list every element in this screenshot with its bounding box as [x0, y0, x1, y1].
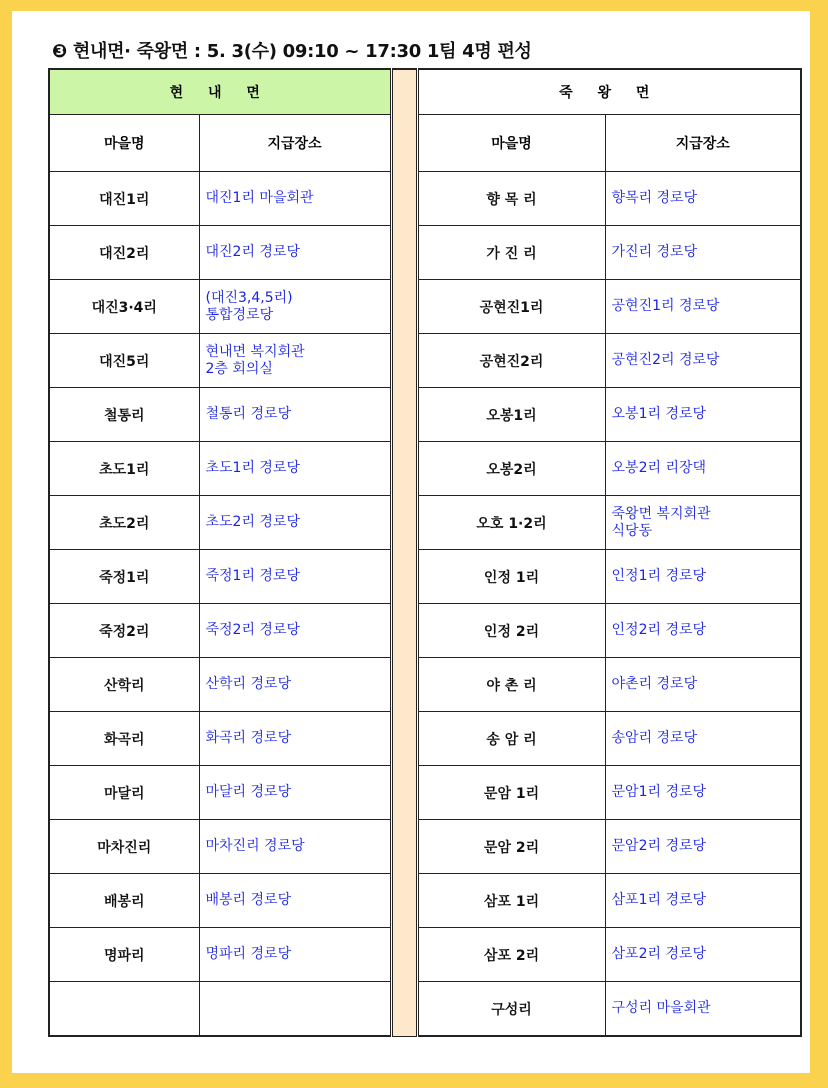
right-village-cell: 삼포 1리 — [417, 874, 605, 928]
left-village-cell: 초도1리 — [49, 442, 199, 496]
right-village-cell: 가 진 리 — [417, 226, 605, 280]
table-header-row — [49, 69, 801, 115]
right-village-cell: 공현진2리 — [417, 334, 605, 388]
left-village-cell: 대진2리 — [49, 226, 199, 280]
table-row — [49, 766, 801, 820]
left-place-cell: 초도1리 경로당 — [199, 442, 391, 496]
left-place-cell: 화곡리 경로당 — [199, 712, 391, 766]
left-col-place-header: 지급장소 — [199, 115, 391, 172]
left-place-cell: 초도2리 경로당 — [199, 496, 391, 550]
distribution-table — [48, 68, 802, 1037]
right-village-cell: 삼포 2리 — [417, 928, 605, 982]
left-place-cell: 배봉리 경로당 — [199, 874, 391, 928]
left-district-header: 현 내 면 — [49, 69, 391, 115]
right-place-cell: 삼포2리 경로당 — [605, 928, 801, 982]
right-place-cell: 문암1리 경로당 — [605, 766, 801, 820]
table-row — [49, 874, 801, 928]
left-village-cell: 초도2리 — [49, 496, 199, 550]
table-row — [49, 496, 801, 550]
right-place-cell: 문암2리 경로당 — [605, 820, 801, 874]
page-title: ❸ 현내면· 죽왕면 : 5. 3(수) 09:10 ~ 17:30 1팀 4명 편성 — [52, 41, 532, 62]
left-place-cell — [199, 982, 391, 1037]
left-village-cell: 배봉리 — [49, 874, 199, 928]
right-village-cell: 향 목 리 — [417, 172, 605, 226]
left-place-cell: 철통리 경로당 — [199, 388, 391, 442]
left-village-cell: 죽정2리 — [49, 604, 199, 658]
table-row — [49, 982, 801, 1037]
left-village-cell: 산학리 — [49, 658, 199, 712]
right-village-cell: 문암 2리 — [417, 820, 605, 874]
table-row — [49, 172, 801, 226]
left-place-cell: 죽정2리 경로당 — [199, 604, 391, 658]
table-row — [49, 388, 801, 442]
table-row — [49, 334, 801, 388]
right-village-cell: 오봉2리 — [417, 442, 605, 496]
column-header-row — [49, 115, 801, 172]
table-row — [49, 820, 801, 874]
table-row — [49, 226, 801, 280]
table-row — [49, 442, 801, 496]
right-village-cell: 문암 1리 — [417, 766, 605, 820]
left-village-cell: 명파리 — [49, 928, 199, 982]
table-row — [49, 712, 801, 766]
right-district-header: 죽 왕 면 — [417, 69, 801, 115]
left-place-cell: 대진1리 마을회관 — [199, 172, 391, 226]
left-village-cell: 마차진리 — [49, 820, 199, 874]
right-place-cell: 인정1리 경로당 — [605, 550, 801, 604]
left-village-cell — [49, 982, 199, 1037]
right-place-cell: 공현진1리 경로당 — [605, 280, 801, 334]
table-row — [49, 928, 801, 982]
left-village-cell: 마달리 — [49, 766, 199, 820]
left-place-cell: 죽정1리 경로당 — [199, 550, 391, 604]
right-place-cell: 공현진2리 경로당 — [605, 334, 801, 388]
left-place-cell: 마달리 경로당 — [199, 766, 391, 820]
right-place-cell: 송암리 경로당 — [605, 712, 801, 766]
right-place-cell: 야촌리 경로당 — [605, 658, 801, 712]
right-village-cell: 오봉1리 — [417, 388, 605, 442]
left-village-cell: 대진3·4리 — [49, 280, 199, 334]
left-village-cell: 죽정1리 — [49, 550, 199, 604]
right-place-cell: 인정2리 경로당 — [605, 604, 801, 658]
table-row — [49, 280, 801, 334]
left-place-cell: 산학리 경로당 — [199, 658, 391, 712]
left-place-cell: 대진2리 경로당 — [199, 226, 391, 280]
right-village-cell: 구성리 — [417, 982, 605, 1037]
right-place-cell: 가진리 경로당 — [605, 226, 801, 280]
left-village-cell: 대진5리 — [49, 334, 199, 388]
right-place-cell: 오봉2리 리장댁 — [605, 442, 801, 496]
table-divider — [391, 69, 417, 1036]
left-place-cell: 현내면 복지회관 2층 회의실 — [199, 334, 391, 388]
left-col-village-header: 마을명 — [49, 115, 199, 172]
table-row — [49, 550, 801, 604]
table-row — [49, 604, 801, 658]
right-village-cell: 야 촌 리 — [417, 658, 605, 712]
right-place-cell: 오봉1리 경로당 — [605, 388, 801, 442]
right-place-cell: 죽왕면 복지회관 식당동 — [605, 496, 801, 550]
right-village-cell: 오호 1·2리 — [417, 496, 605, 550]
left-place-cell: 명파리 경로당 — [199, 928, 391, 982]
left-village-cell: 대진1리 — [49, 172, 199, 226]
right-col-village-header: 마을명 — [417, 115, 605, 172]
right-col-place-header: 지급장소 — [605, 115, 801, 172]
left-village-cell: 화곡리 — [49, 712, 199, 766]
right-place-cell: 삼포1리 경로당 — [605, 874, 801, 928]
right-place-cell: 향목리 경로당 — [605, 172, 801, 226]
right-village-cell: 공현진1리 — [417, 280, 605, 334]
left-place-cell: 마차진리 경로당 — [199, 820, 391, 874]
left-place-cell: (대진3,4,5리) 통합경로당 — [199, 280, 391, 334]
table-row — [49, 658, 801, 712]
right-village-cell: 인정 2리 — [417, 604, 605, 658]
right-village-cell: 인정 1리 — [417, 550, 605, 604]
right-village-cell: 송 암 리 — [417, 712, 605, 766]
document-page — [12, 11, 810, 1073]
left-village-cell: 철통리 — [49, 388, 199, 442]
right-place-cell: 구성리 마을회관 — [605, 982, 801, 1037]
